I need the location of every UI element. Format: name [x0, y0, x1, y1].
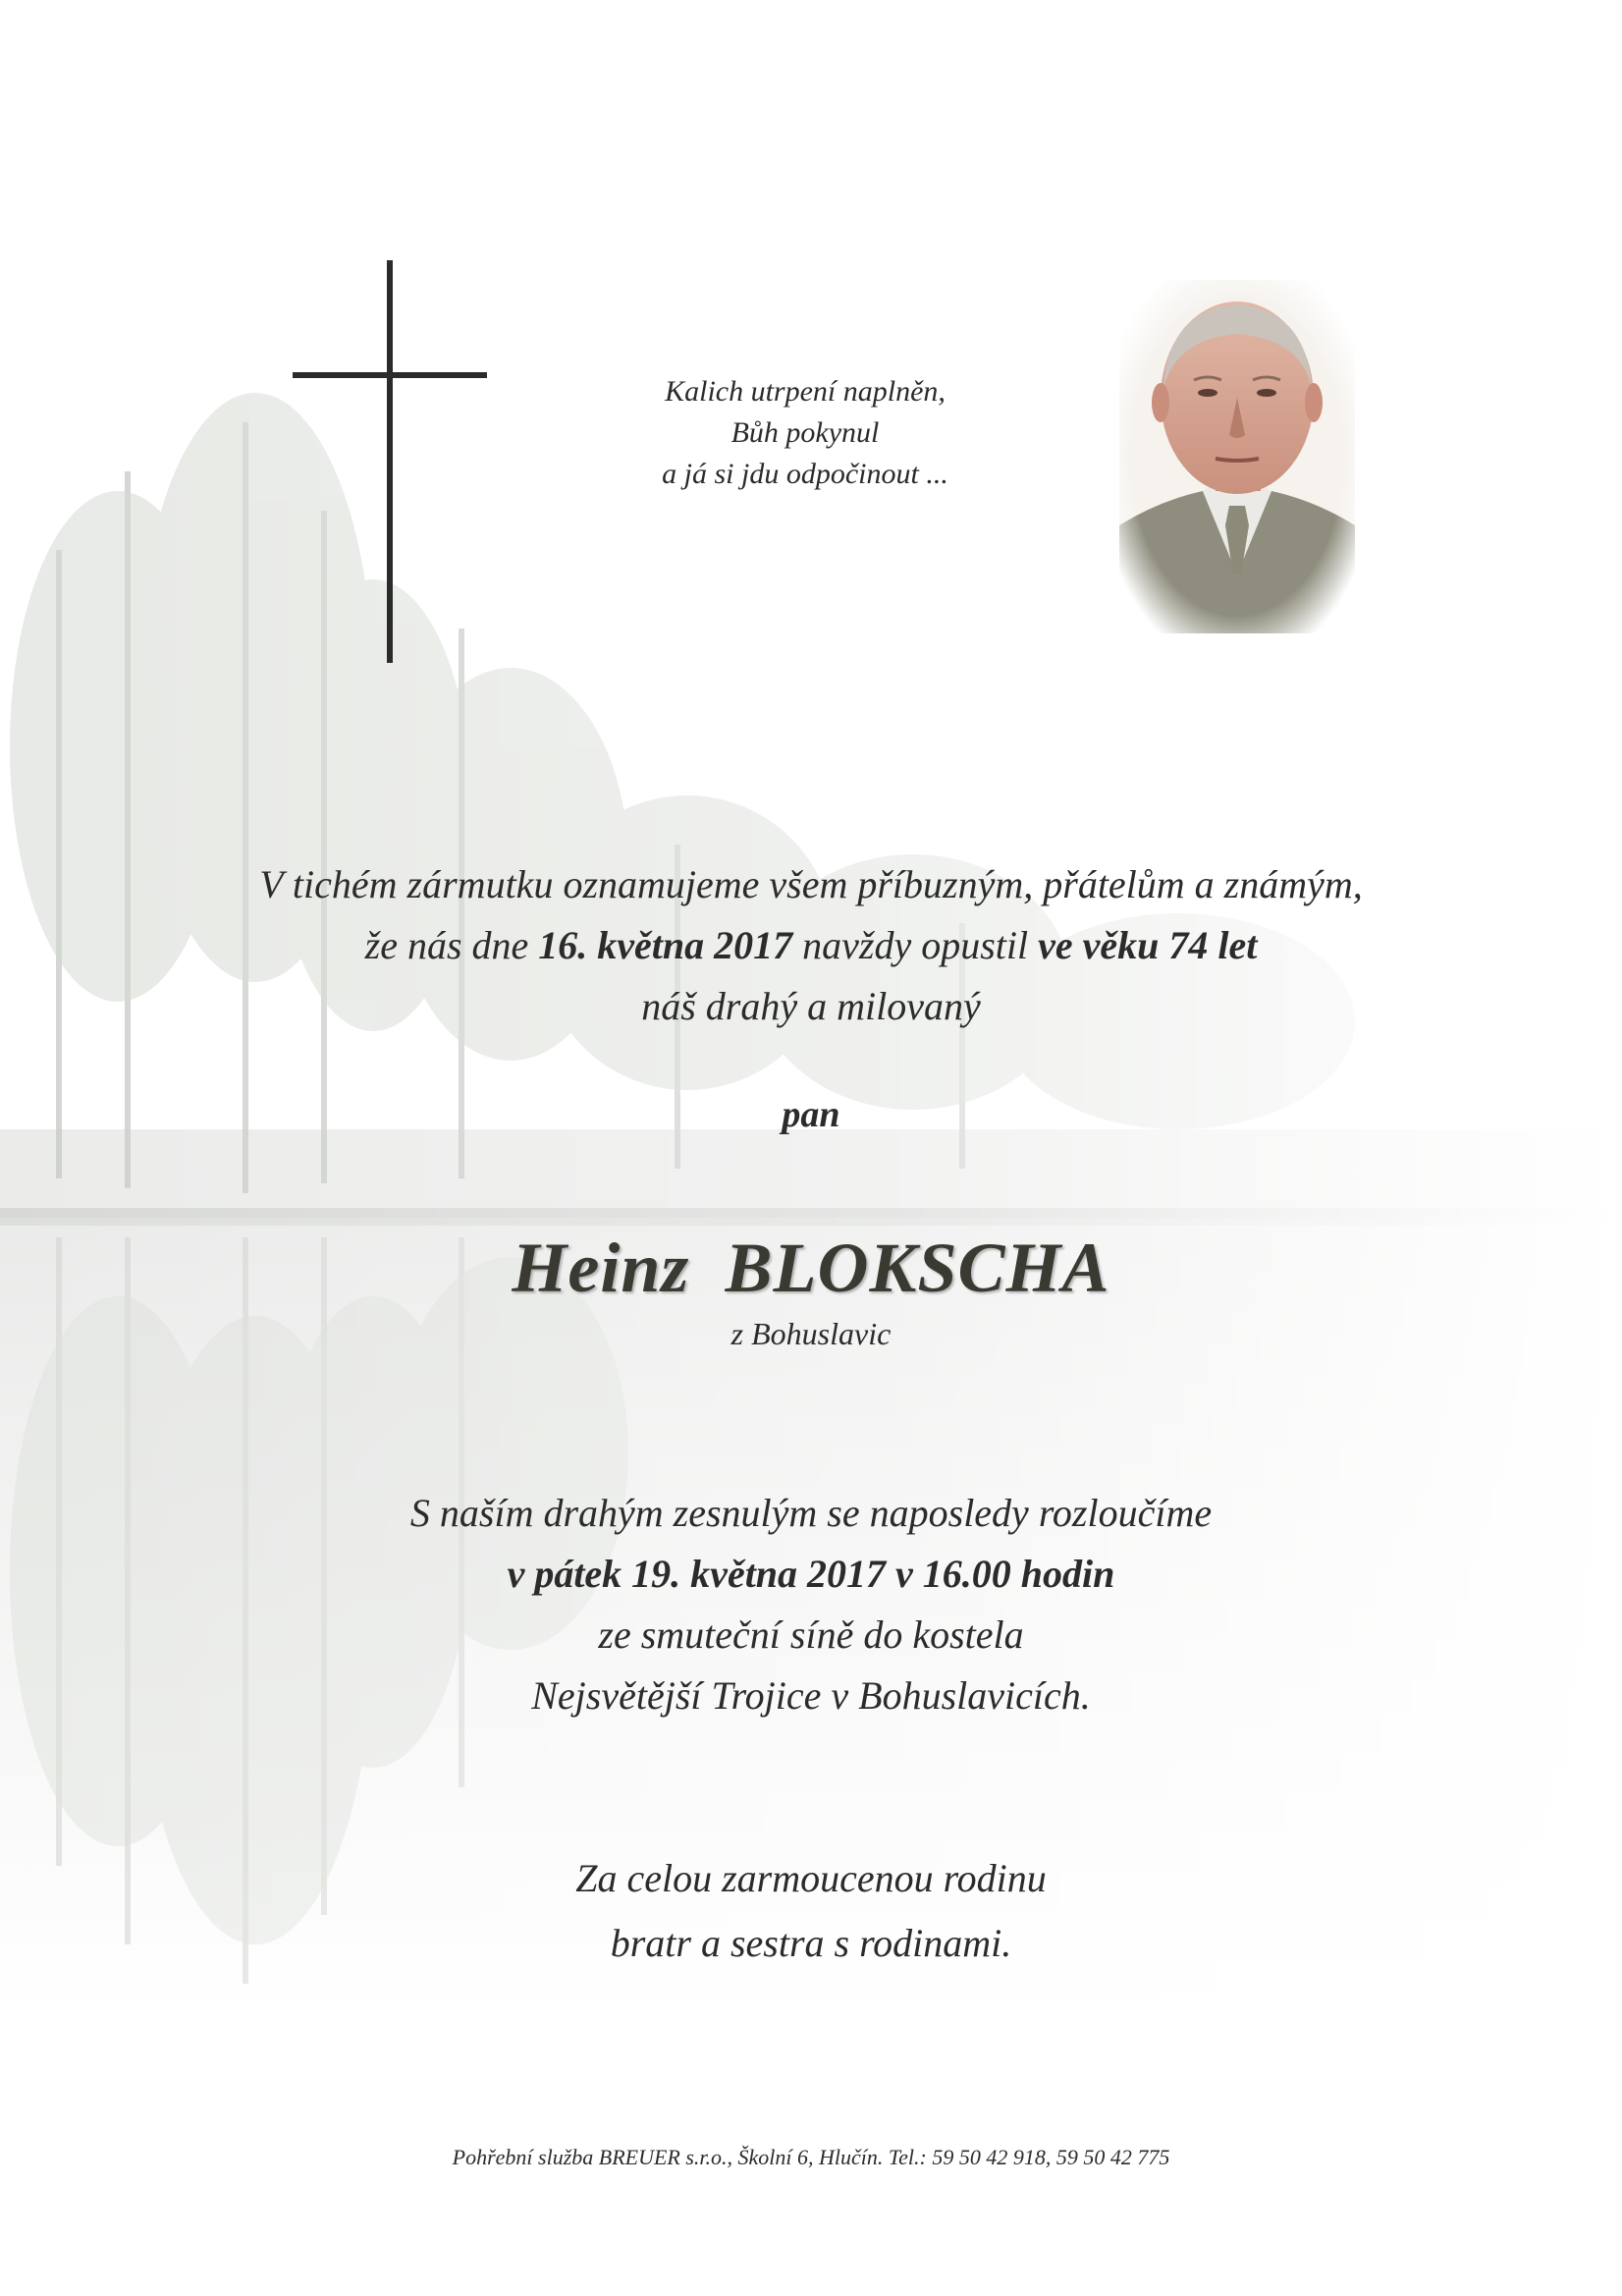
family-signature — [118, 1846, 1504, 1976]
deceased-name — [0, 1228, 1622, 1309]
motto-verse — [569, 371, 1041, 495]
last-name: BLOKSCHA — [725, 1229, 1110, 1307]
family-line: Za celou zarmoucenou rodinu — [575, 1856, 1047, 1900]
funeral-service-footer: Pohřební služba BREUER s.r.o., Školní 6, Hlučín. Tel.: 59 50 42 918, 59 50 42 775 — [452, 2145, 1170, 2169]
announcement-line: V tichém zármutku oznamujeme všem příbuzným, přátelům a známým, — [259, 862, 1363, 906]
death-announcement — [118, 854, 1504, 1037]
ceremony-line: ze smuteční síně do kostela — [598, 1613, 1024, 1657]
motto-line: a já si jdu odpočinout ... — [662, 458, 948, 490]
announcement-line: náš drahý a milovaný — [641, 984, 981, 1028]
motto-line: Bůh pokynul — [730, 416, 880, 449]
deceased-portrait — [1119, 280, 1355, 633]
family-line: bratr a sestra s rodinami. — [610, 1921, 1012, 1965]
motto-line: Kalich utrpení naplněn, — [665, 375, 946, 408]
funeral-ceremony-info — [118, 1483, 1504, 1726]
announcement-line — [118, 915, 1504, 976]
ceremony-line: Nejsvětější Trojice v Bohuslavicích. — [531, 1673, 1091, 1718]
age-at-death: ve věku 74 let — [1038, 923, 1258, 967]
first-name: Heinz — [512, 1229, 690, 1307]
date-of-death: 16. května 2017 — [538, 923, 793, 967]
announcement-text: že nás dne — [364, 923, 539, 967]
announcement-text: navždy opustil — [792, 923, 1039, 967]
deceased-origin: z Bohuslavic — [730, 1316, 892, 1351]
ceremony-line: S naším drahým zesnulým se naposledy rozloučíme — [409, 1491, 1213, 1535]
honorific: pan — [782, 1094, 840, 1135]
ceremony-datetime: v pátek 19. května 2017 v 16.00 hodin — [507, 1552, 1115, 1596]
